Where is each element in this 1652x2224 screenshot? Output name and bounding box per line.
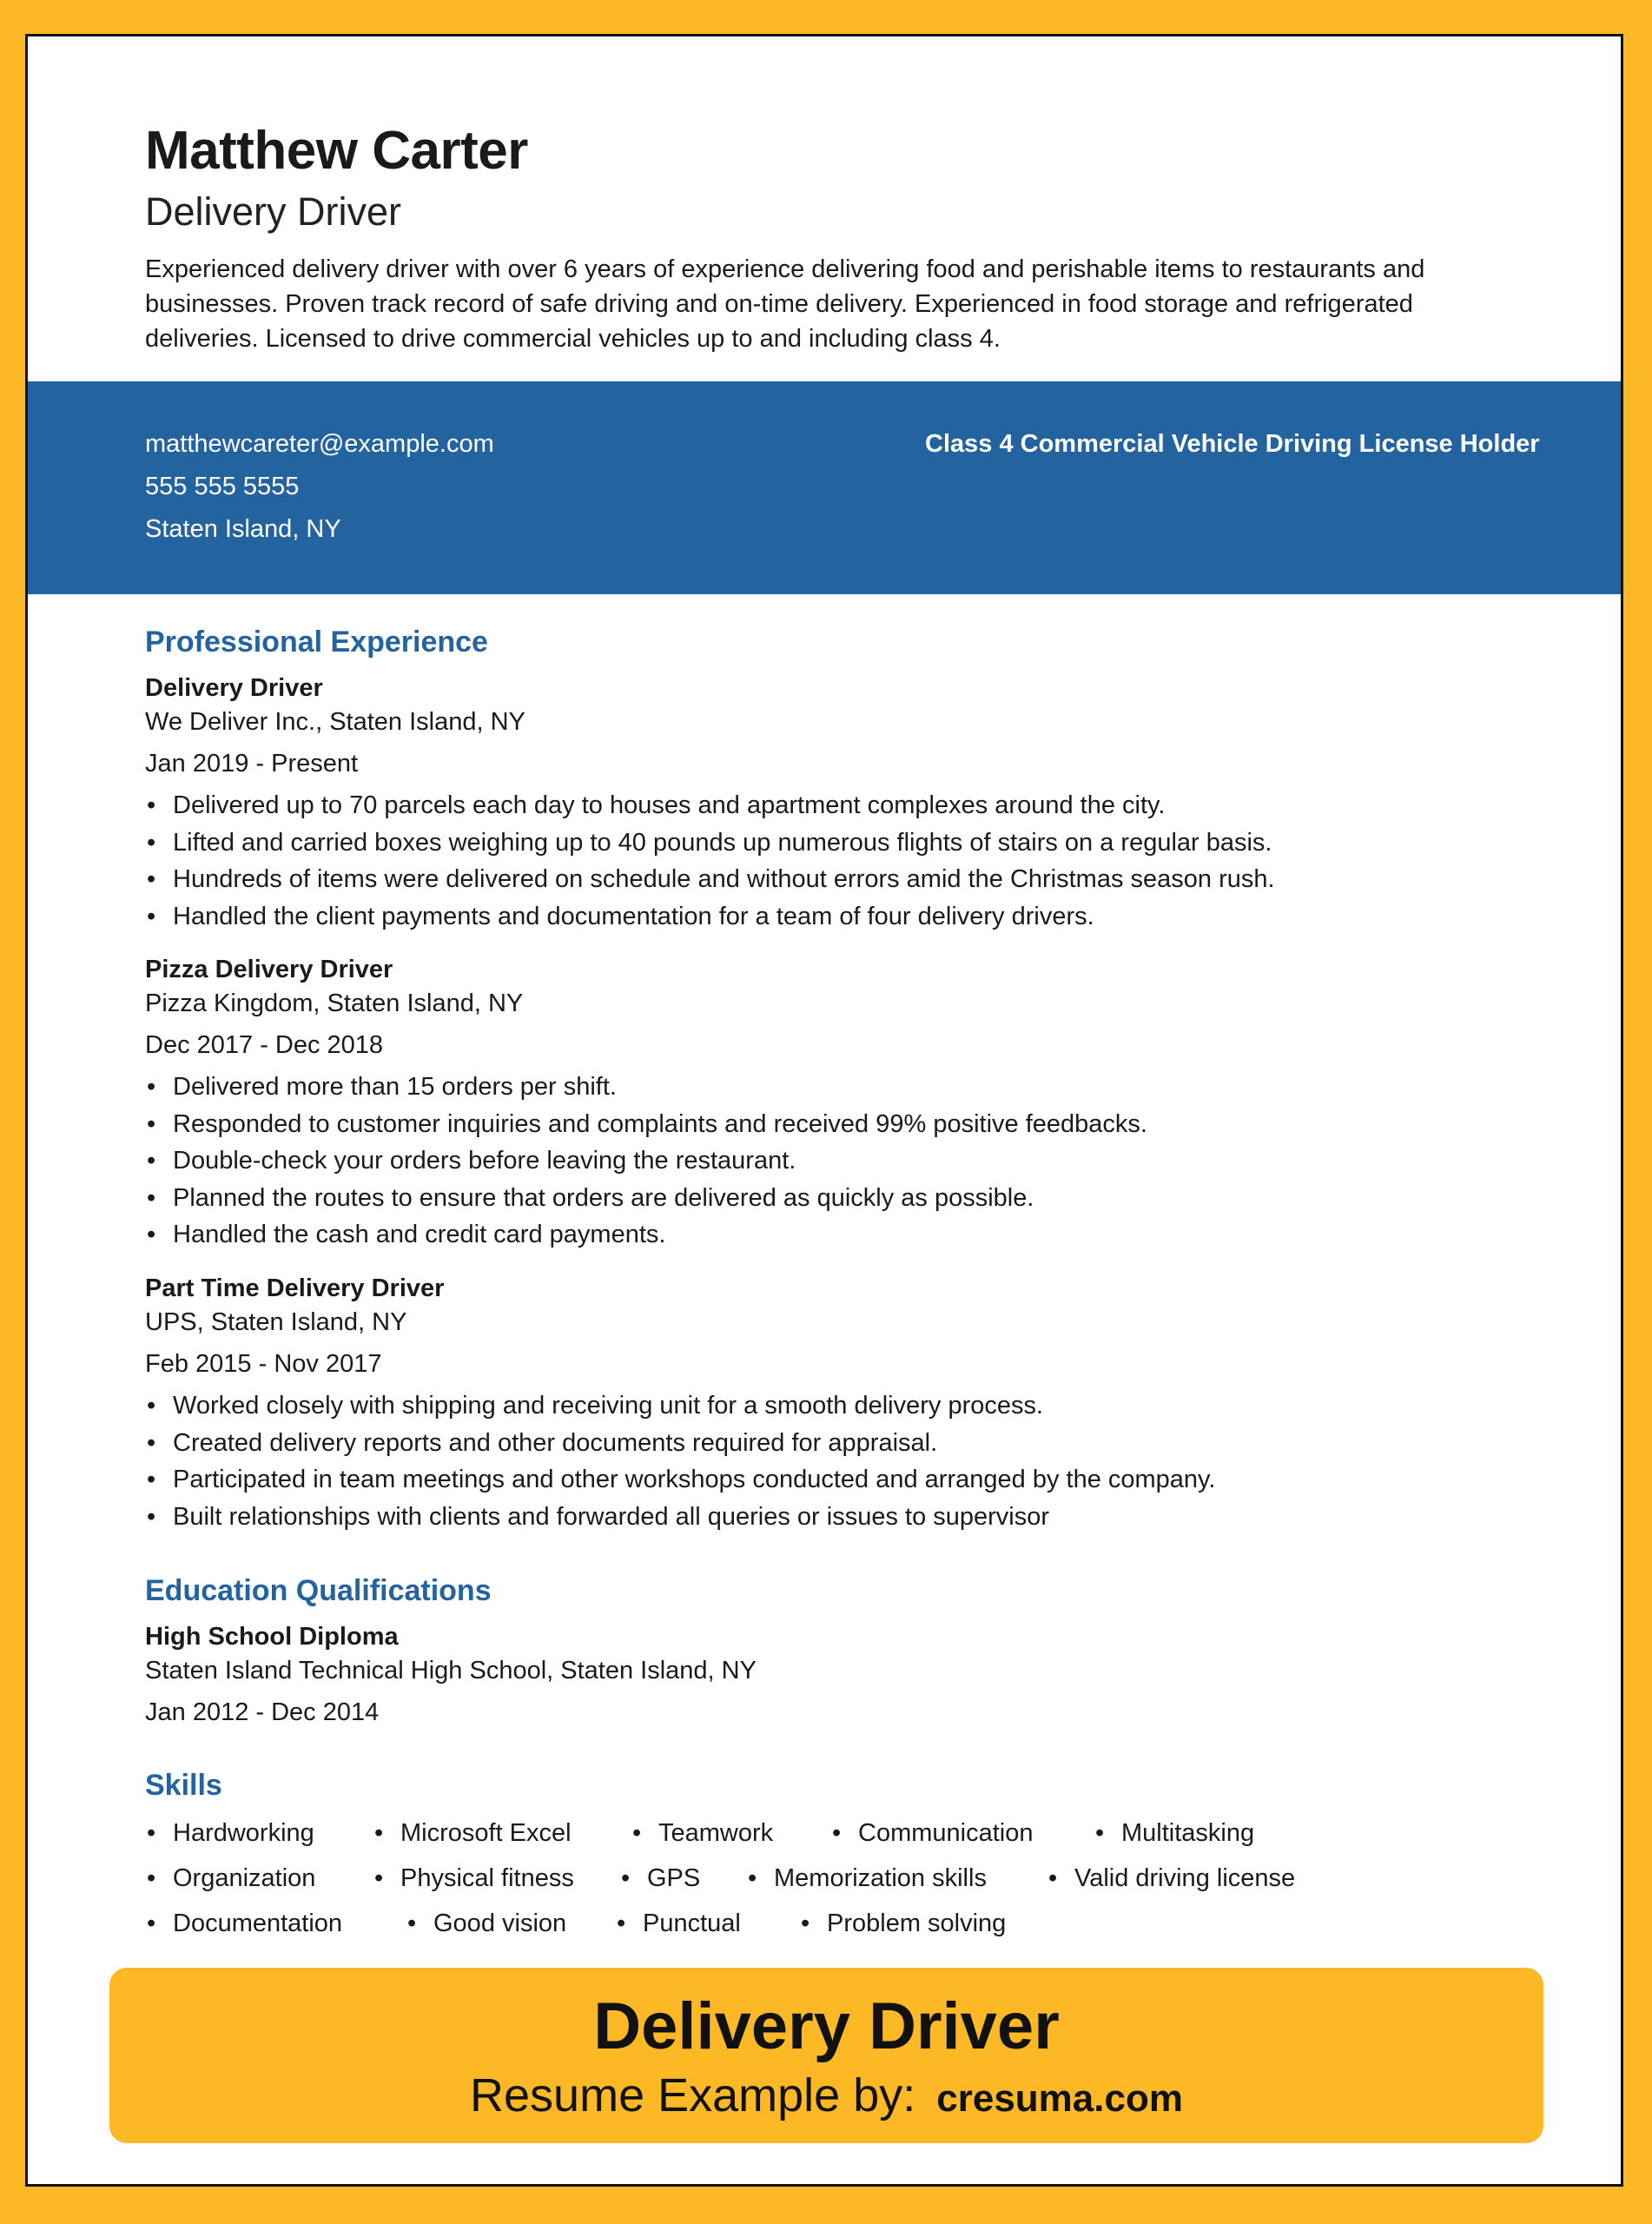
school-name: Staten Island Technical High School, Staten Island, NY bbox=[145, 1657, 757, 1685]
phone-text: 555 555 5555 bbox=[145, 473, 300, 500]
email-text: matthewcareter@example.com bbox=[145, 430, 494, 458]
list-item: • Delivered up to 70 parcels each day to houses and apartment complexes around the city. bbox=[145, 787, 1535, 824]
degree-title: High School Diploma bbox=[145, 1623, 399, 1651]
list-item: • Handled the cash and credit card payments. bbox=[145, 1216, 1535, 1254]
job-dates: Jan 2019 - Present bbox=[145, 750, 359, 778]
education-dates: Jan 2012 - Dec 2014 bbox=[145, 1698, 380, 1726]
skill-item: • Communication bbox=[830, 1819, 1033, 1848]
skill-item: • Teamwork bbox=[631, 1819, 773, 1848]
job-company: We Deliver Inc., Staten Island, NY bbox=[145, 708, 525, 736]
candidate-role: Delivery Driver bbox=[145, 189, 402, 234]
banner-title: Delivery Driver bbox=[593, 1989, 1060, 2063]
skill-item: • Hardworking bbox=[145, 1819, 314, 1848]
job-bullets bbox=[145, 1069, 1535, 1254]
banner-subtitle: Resume Example by: bbox=[470, 2069, 916, 2121]
list-item: • Built relationships with clients and forwarded all queries or issues to supervisor bbox=[145, 1499, 1535, 1536]
banner-subtitle-line bbox=[109, 2068, 1543, 2122]
banner-site-link[interactable]: cresuma.com bbox=[936, 2077, 1183, 2120]
job-dates: Dec 2017 - Dec 2018 bbox=[145, 1031, 384, 1059]
job-title: Pizza Delivery Driver bbox=[145, 956, 393, 983]
skill-item: • GPS bbox=[619, 1864, 700, 1893]
skill-item: • Multitasking bbox=[1094, 1819, 1254, 1848]
list-item: • Created delivery reports and other documents required for appraisal. bbox=[145, 1425, 1535, 1462]
skills-heading: Skills bbox=[145, 1769, 222, 1802]
resume-page bbox=[25, 34, 1623, 2187]
skill-item: • Problem solving bbox=[799, 1910, 1006, 1938]
education-heading: Education Qualifications bbox=[145, 1574, 492, 1607]
skill-item: • Punctual bbox=[615, 1910, 741, 1938]
list-item: • Handled the client payments and documentation for a team of four delivery drivers. bbox=[145, 898, 1535, 936]
skill-item: • Memorization skills bbox=[746, 1864, 987, 1893]
job-company: UPS, Staten Island, NY bbox=[145, 1308, 407, 1336]
list-item: • Delivered more than 15 orders per shift. bbox=[145, 1069, 1535, 1106]
job-title: Part Time Delivery Driver bbox=[145, 1274, 445, 1302]
list-item: • Responded to customer inquiries and complaints and received 99% positive feedbacks. bbox=[145, 1106, 1535, 1143]
job-bullets bbox=[145, 1387, 1535, 1535]
skill-item: • Physical fitness bbox=[373, 1864, 574, 1893]
skill-item: • Good vision bbox=[406, 1910, 566, 1938]
list-item: • Participated in team meetings and other workshops conducted and arranged by the company. bbox=[145, 1461, 1535, 1499]
location-text: Staten Island, NY bbox=[145, 515, 341, 543]
skill-item: • Valid driving license bbox=[1047, 1864, 1295, 1893]
contact-band bbox=[28, 381, 1621, 594]
promo-banner bbox=[109, 1968, 1543, 2143]
license-text: Class 4 Commercial Vehicle Driving License Holder bbox=[925, 430, 1540, 458]
summary-text: Experienced delivery driver with over 6 years of experience delivering food and perishable items to restaurants and businesses. Proven track record of safe driving and on-time delivery. Experienced in food storage and refrigerated deliveries. Licensed to drive commercial vehicles up to and including class 4. bbox=[145, 255, 1425, 353]
list-item: • Lifted and carried boxes weighing up to 40 pounds up numerous flights of stairs on a regular basis. bbox=[145, 824, 1535, 862]
list-item: • Planned the routes to ensure that orders are delivered as quickly as possible. bbox=[145, 1180, 1535, 1217]
job-bullets bbox=[145, 787, 1535, 935]
job-company: Pizza Kingdom, Staten Island, NY bbox=[145, 990, 524, 1017]
candidate-name: Matthew Carter bbox=[145, 121, 528, 181]
list-item: • Worked closely with shipping and receiving unit for a smooth delivery process. bbox=[145, 1387, 1535, 1425]
contact-list bbox=[145, 423, 494, 551]
skill-item: • Organization bbox=[145, 1864, 315, 1893]
list-item: • Hundreds of items were delivered on schedule and without errors amid the Christmas season rush. bbox=[145, 861, 1535, 898]
job-title: Delivery Driver bbox=[145, 674, 323, 702]
skill-item: • Microsoft Excel bbox=[373, 1819, 572, 1848]
experience-heading: Professional Experience bbox=[145, 626, 488, 659]
skill-item: • Documentation bbox=[145, 1910, 342, 1938]
list-item: • Double-check your orders before leaving the restaurant. bbox=[145, 1142, 1535, 1180]
job-dates: Feb 2015 - Nov 2017 bbox=[145, 1350, 382, 1378]
